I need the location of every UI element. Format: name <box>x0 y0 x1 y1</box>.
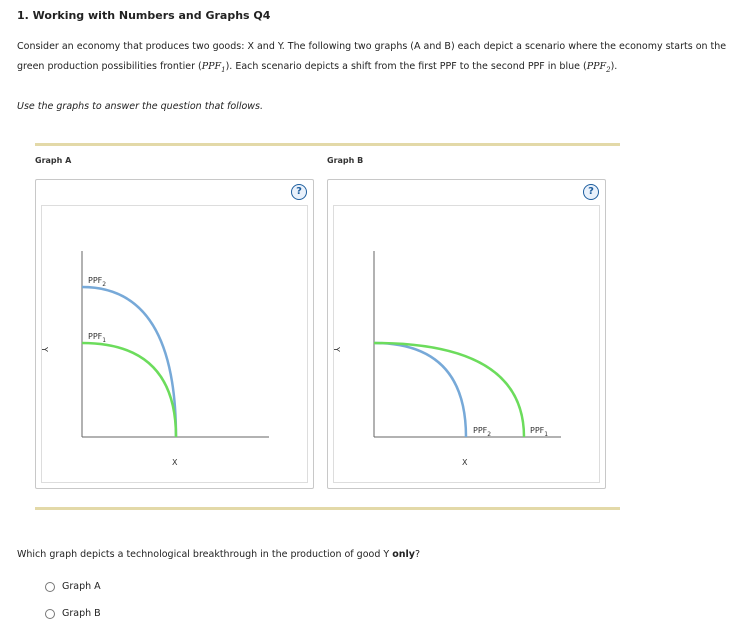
divider-bottom <box>35 507 620 510</box>
divider-top <box>35 143 620 146</box>
question-prompt: Which graph depicts a technological breakthrough in the production of good Y only? <box>17 549 420 560</box>
graph-a-y-axis-label: Y <box>40 347 49 352</box>
question-intro <box>17 37 732 80</box>
graph-a-ppf2-curve <box>82 287 176 437</box>
radio-graph-a[interactable] <box>45 582 55 592</box>
option-graph-b[interactable] <box>45 608 101 619</box>
intro-line-1: Consider an economy that produces two goods: X and Y. The following two graphs (A and B) each depict a scenario where the economy starts on the <box>17 41 727 52</box>
graph-a-panel <box>35 179 314 489</box>
option-graph-b-label: Graph B <box>62 608 101 619</box>
graph-b-chart <box>328 180 605 488</box>
intro-line-2: green production possibilities frontier $(PPF_1)$. Each scenario depicts a shift from the first PPF to the second PPF in blue $(PPF_2)$. <box>17 61 618 74</box>
graph-a-x-axis-label: X <box>172 458 178 467</box>
graph-a-ppf1-label: $PPF_1$ <box>88 332 107 344</box>
graph-b-x-axis-label: X <box>462 458 468 467</box>
graph-b-ppf2-label: $PPF_2$ <box>473 426 492 438</box>
question-title: 1. Working with Numbers and Graphs Q4 <box>17 9 271 22</box>
instruction-text: Use the graphs to answer the question that follows. <box>17 101 264 112</box>
graph-a-label: Graph A <box>35 156 72 165</box>
graph-a-ppf2-label: $PPF_2$ <box>88 276 107 288</box>
graph-b-panel <box>327 179 606 489</box>
radio-graph-b[interactable] <box>45 609 55 619</box>
graph-b-ppf1-label: $PPF_1$ <box>530 426 549 438</box>
option-graph-a[interactable] <box>45 581 101 592</box>
graph-b-y-axis-label: Y <box>332 347 341 352</box>
graph-b-ppf1-curve <box>374 343 524 437</box>
graph-b-label: Graph B <box>327 156 364 165</box>
graph-a-ppf1-curve <box>82 343 176 437</box>
graph-b-help-icon[interactable]: ? <box>583 184 599 200</box>
option-graph-a-label: Graph A <box>62 581 101 592</box>
graph-a-chart <box>36 180 313 488</box>
graph-a-help-icon[interactable]: ? <box>291 184 307 200</box>
graph-b-ppf2-curve <box>374 343 466 437</box>
